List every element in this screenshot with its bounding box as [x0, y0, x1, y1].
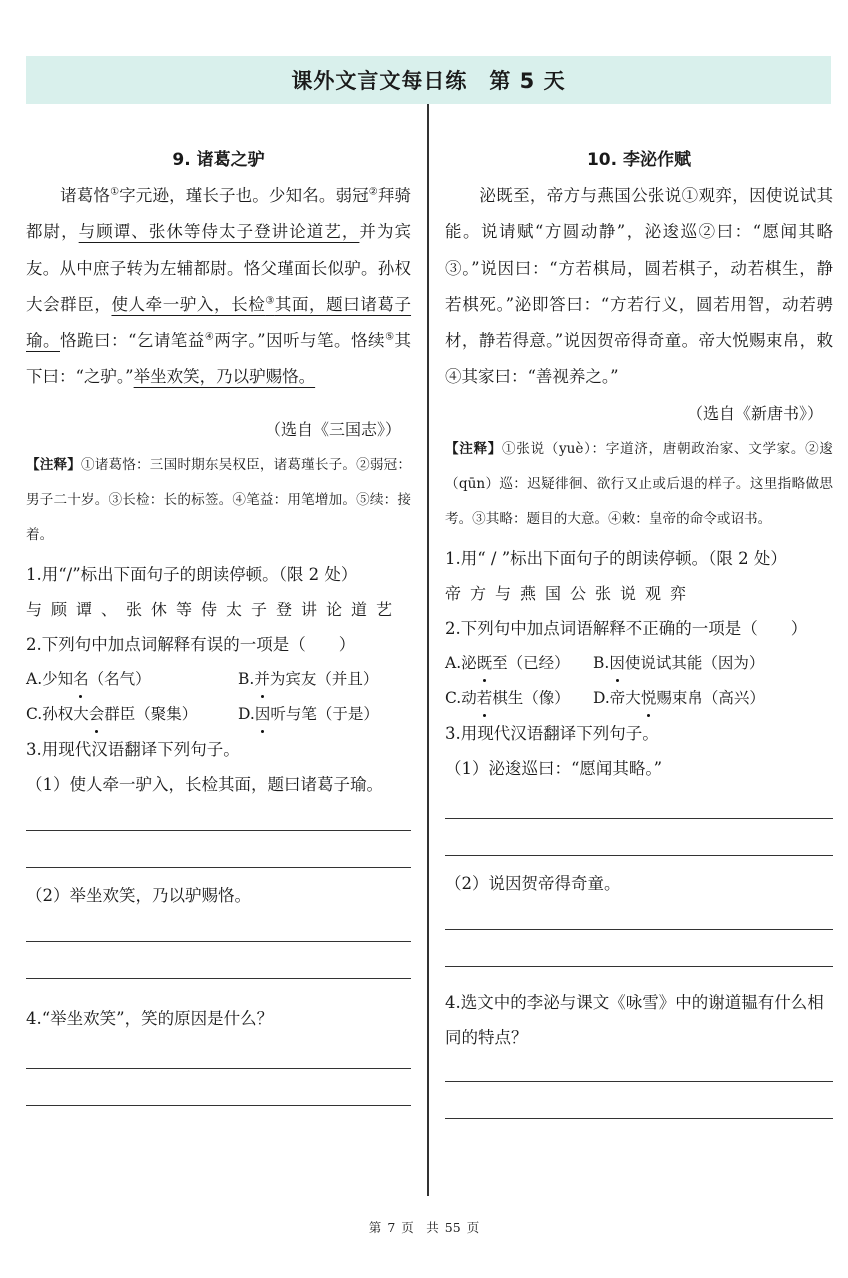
- right-option-c[interactable]: C.动若棋生（像）: [445, 681, 593, 716]
- banner-title: 课外文言文每日练: [291, 69, 468, 93]
- right-options-row-1: [445, 646, 833, 681]
- answer-line[interactable]: [445, 929, 833, 930]
- page-banner: [26, 56, 831, 104]
- right-notes: 【注释】①张说（yuè）：字道济，唐朝政治家、文学家。②逡（qūn）巡：迟疑徘徊、欲行又止或后退的样子。这里指略做思考。③其略：题目的大意。④敕：皇帝的命令或诏书。: [445, 440, 834, 527]
- right-option-d[interactable]: D.帝大悦赐束帛（高兴）: [593, 681, 765, 716]
- right-question-2: 2.下列句中加点词语解释不正确的一项是（ ）: [445, 618, 808, 638]
- left-title: 9. 诸葛之驴: [172, 150, 265, 170]
- right-title: 10. 李泌作赋: [586, 150, 692, 170]
- left-options-row-2: [26, 697, 411, 732]
- left-options-row-1: [26, 662, 411, 697]
- left-option-b[interactable]: B.并为宾友（并且）: [238, 662, 378, 697]
- answer-line[interactable]: [445, 855, 833, 856]
- left-source: （选自《三国志》）: [264, 419, 401, 439]
- right-question-1-sentence[interactable]: 帝方与燕国公张说观弈: [445, 583, 696, 603]
- right-question-1: 1.用“ / ”标出下面句子的朗读停顿。（限 2 处）: [445, 548, 787, 568]
- answer-line[interactable]: [26, 830, 411, 831]
- answer-line[interactable]: [26, 941, 411, 942]
- answer-line[interactable]: [445, 966, 833, 967]
- left-question-1-sentence[interactable]: 与顾谭、张休等侍太子登讲论道艺: [26, 599, 402, 619]
- right-options-row-2: [445, 681, 833, 716]
- underlined-phrase-3: 举坐欢笑，乃以驴赐恪。: [133, 367, 316, 387]
- left-question-1: 1.用“/”标出下面句子的朗读停顿。（限 2 处）: [26, 564, 358, 584]
- answer-line[interactable]: [26, 1068, 411, 1069]
- left-question-3-2: （2）举坐欢笑，乃以驴赐恪。: [26, 885, 251, 905]
- answer-line[interactable]: [445, 818, 833, 819]
- left-question-2: 2.下列句中加点词解释有误的一项是（ ）: [26, 634, 356, 654]
- right-option-a[interactable]: A.泌既至（已经）: [445, 646, 593, 681]
- answer-line[interactable]: [26, 867, 411, 868]
- underlined-phrase-1: 与顾谭、张休等侍太子登讲论道艺，: [78, 222, 360, 242]
- left-question-3-1: （1）使人牵一驴入，长检其面，题曰诸葛子瑜。: [26, 774, 383, 794]
- left-question-4: 4.“举坐欢笑”，笑的原因是什么？: [26, 1008, 274, 1028]
- page-footer: 第 7 页 共 55 页: [368, 1220, 480, 1235]
- left-passage: 诸葛恪①字元逊，瑾长子也。少知名。弱冠②拜骑都尉，与顾谭、张休等侍太子登讲论道艺，并为宾友。从中庶子转为左辅都尉。恪父瑾面长似驴。孙权大会群臣，使人牵一驴入，长检③其面，题曰诸葛子瑜。恪跪曰：“乞请笔益④两字。”因听与笔。恪续⑤其下曰：“之驴。”举坐欢笑，乃以驴赐恪。: [26, 186, 412, 387]
- right-column: [445, 142, 833, 1119]
- right-source: （选自《新唐书》）: [686, 403, 823, 423]
- left-option-c[interactable]: C.孙权大会群臣（聚集）: [26, 697, 238, 732]
- right-question-3-1: （1）泌逡巡曰：“愿闻其略。”: [445, 758, 663, 778]
- left-option-d[interactable]: D.因听与笔（于是）: [238, 697, 379, 732]
- answer-line[interactable]: [445, 1081, 833, 1082]
- page-number: 7: [387, 1220, 396, 1235]
- left-option-a[interactable]: A.少知名（名气）: [26, 662, 238, 697]
- answer-line[interactable]: [26, 978, 411, 979]
- answer-line[interactable]: [445, 1118, 833, 1119]
- underlined-phrase-2: 使人牵一驴入，长检③其面，题曰诸葛子瑜。: [26, 294, 412, 351]
- right-option-b[interactable]: B.因使说试其能（因为）: [593, 646, 764, 681]
- left-notes: 【注释】①诸葛恪：三国时期东吴权臣，诸葛瑾长子。②弱冠：男子二十岁。③长检：长的标签。④笔益：用笔增加。⑤续：接着。: [26, 456, 412, 543]
- right-question-3: 3.用现代汉语翻译下列句子。: [445, 723, 659, 743]
- right-question-3-2: （2）说因贺帝得奇童。: [445, 873, 621, 893]
- answer-line[interactable]: [26, 1105, 411, 1106]
- right-passage: 泌既至，帝方与燕国公张说①观弈，因使说试其能。说请赋“方圆动静”，泌逡巡②曰：“愿闻其略③。”说因曰：“方若棋局，圆若棋子，动若棋生，静若棋死。”泌即答曰：“方若行义，圆若用智，动若骋材，静若得意。”说因贺帝得奇童。帝大悦赐束帛，敕④其家曰：“善视养之。”: [445, 186, 833, 387]
- left-column: [26, 142, 411, 1106]
- right-question-4: 4.选文中的李泌与课文《咏雪》中的谢道韫有什么相同的特点？: [445, 992, 824, 1047]
- banner-day: 第 5 天: [489, 69, 566, 93]
- left-question-3: 3.用现代汉语翻译下列句子。: [26, 739, 240, 759]
- page-total: 55: [444, 1220, 461, 1235]
- column-divider: [427, 104, 429, 1196]
